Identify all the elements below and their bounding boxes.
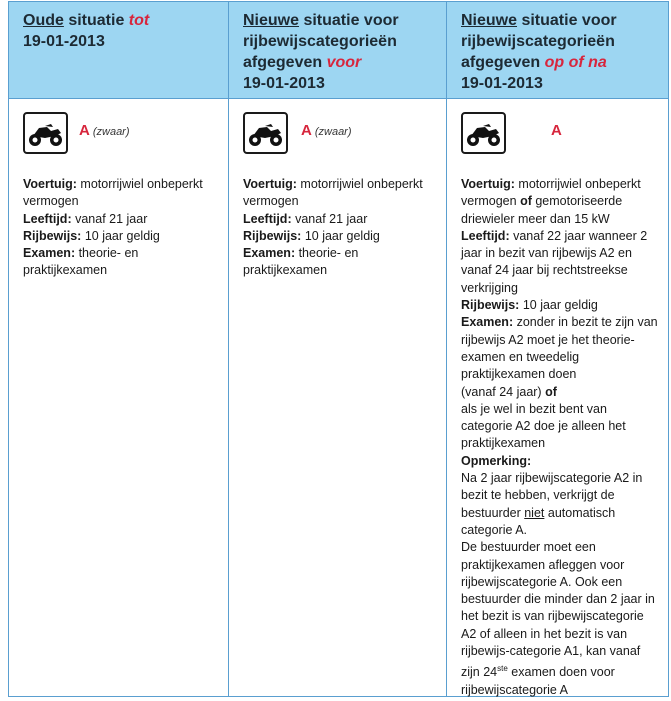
- header-keyword: Nieuwe: [461, 12, 518, 29]
- header-date: 19-01-2013: [243, 75, 325, 92]
- header-text: situatie voor rijbewijscategorieën afgegeven: [243, 12, 399, 71]
- header-text: situatie voor rijbewijscategorieën afgegeven: [461, 12, 617, 71]
- header-date: 19-01-2013: [461, 75, 543, 92]
- column-body: Voertuig: motorrijwiel onbeperkt vermogen of gemotoriseerde driewieler meer dan 15 kW Leeftijd: vanaf 22 jaar wanneer 2 jaar in bezit van rijbewijs A2 en vanaf 24 jaar bij rechtstreekse verkrijging Rijbewijs: 10 jaar geldig Examen: zonder in bezit te zijn van rijbewijs A2 moet je het theorie-examen en tweedelig praktijkexamen doen (vanaf 24 jaar) of als je wel in bezit bent van categorie A2 doe je alleen het praktijkexamen Opmerking: Na 2 jaar rijbewijscategorie A2 in bezit te hebben, verkrijgt de bestuurder niet automatisch categorie A. De bestuurder moet een praktijkexamen afleggen voor rijbewijscategorie A. Ook een bestuurder die minder dan 2 jaar in het bezit is van rijbewijscategorie A2 of alleen in het bezit is van rijbewijs-categorie A1, kan vanaf zijn 24ste examen doen voor rijbewijscategorie A: [461, 177, 658, 697]
- header-date: 19-01-2013: [23, 33, 105, 50]
- category-label: A (zwaar): [301, 122, 352, 139]
- motorcycle-icon: [23, 112, 68, 154]
- header-highlight: voor: [326, 54, 362, 71]
- header-highlight: op of na: [544, 54, 607, 71]
- header-highlight: tot: [128, 12, 150, 29]
- motorcycle-icon: [461, 112, 506, 154]
- header-text: situatie: [63, 12, 129, 29]
- category-label: A: [551, 122, 562, 139]
- column-header: [243, 10, 440, 94]
- column-body: Voertuig: motorrijwiel onbeperkt vermogen Leeftijd: vanaf 21 jaar Rijbewijs: 10 jaar geldig Examen: theorie- en praktijkexamen: [243, 177, 423, 278]
- column-body: Voertuig: motorrijwiel onbeperkt vermogen Leeftijd: vanaf 21 jaar Rijbewijs: 10 jaar geldig Examen: theorie- en praktijkexamen: [23, 177, 203, 278]
- column-new-before: [228, 2, 446, 696]
- column-header: [23, 10, 222, 52]
- header-keyword: Oude: [23, 12, 64, 29]
- comparison-table: [8, 1, 669, 697]
- column-header: [461, 10, 662, 94]
- header-keyword: Nieuwe: [243, 12, 300, 29]
- column-new-after: [446, 2, 668, 696]
- column-old-situation: [9, 2, 228, 696]
- motorcycle-icon: [243, 112, 288, 154]
- category-label: A (zwaar): [79, 122, 130, 139]
